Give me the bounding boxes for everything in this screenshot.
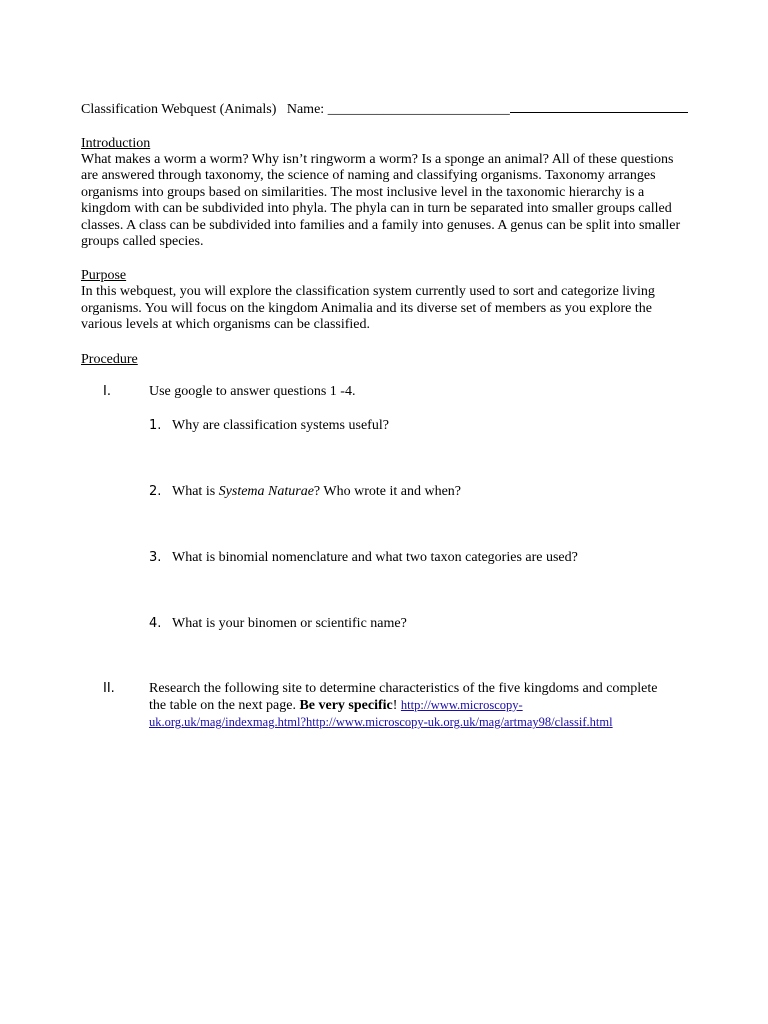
question-4-text: What is your binomen or scientific name?	[172, 615, 407, 631]
part-2-exclaim: !	[392, 698, 398, 714]
document-page	[81, 100, 691, 732]
question-1-text: Why are classification systems useful?	[172, 417, 389, 433]
procedure-heading: Procedure	[81, 351, 138, 367]
question-3	[149, 549, 691, 566]
question-2-text	[172, 483, 691, 500]
microscopy-link[interactable]: http://www.microscopy-uk.org.uk/mag/indexmag.html?http://www.microscopy-uk.org.uk/mag/artmay98/classif.html	[149, 698, 613, 730]
question-1	[149, 417, 691, 434]
question-3-text: What is binomial nomenclature and what two taxon categories are used?	[172, 549, 578, 565]
part-2-numeral: II.	[103, 680, 115, 696]
part-1-numeral: I.	[103, 383, 111, 399]
question-4-number: 4.	[149, 615, 162, 631]
part-2-text-block	[149, 681, 659, 732]
title-line	[81, 100, 691, 119]
name-underline	[510, 100, 688, 113]
question-2-italic-term: Systema Naturae	[218, 483, 314, 499]
procedure-part-1	[81, 384, 691, 401]
introduction-text: What makes a worm a worm? Why isn’t ringworm a worm? Is a sponge an animal? All of these questions are answered through taxonomy, the science of naming and classifying organisms. Taxonomy arranges organisms into groups based on similarities. The most inclusive level in the taxonomic hierarchy is a kingdom with can be subdivided into phyla. The phyla can in turn be separated into smaller groups called classes. A class can be subdivided into families and a family into genuses. A genus can be split into smaller groups called species.	[81, 152, 681, 250]
part-2-text: Research the following site to determine characteristics of the five kingdoms and complete the table on the next page.	[149, 680, 658, 714]
part-2-emphasis: Be very specific	[299, 698, 393, 714]
part-1-text: Use google to answer questions 1 -4.	[149, 383, 356, 399]
purpose-text: In this webquest, you will explore the classification system currently used to sort and categorize living organisms. You will focus on the kingdom Animalia and its diverse set of members as you explore the various levels at which organisms can be classified.	[81, 284, 655, 333]
introduction-heading: Introduction	[81, 136, 151, 151]
question-1-number: 1.	[149, 417, 162, 433]
document-title: Classification Webquest (Animals)	[81, 102, 277, 117]
purpose-heading: Purpose	[81, 268, 127, 284]
question-4	[149, 615, 691, 632]
name-blank: __________________________	[327, 102, 510, 117]
question-2-text-before: What is	[172, 483, 219, 499]
name-label: Name:	[286, 102, 325, 117]
question-2	[149, 483, 691, 500]
question-3-number: 3.	[149, 549, 162, 565]
question-2-text-after: ? Who wrote it and when?	[313, 483, 462, 499]
procedure-part-2	[81, 681, 691, 732]
question-2-number: 2.	[149, 483, 162, 499]
